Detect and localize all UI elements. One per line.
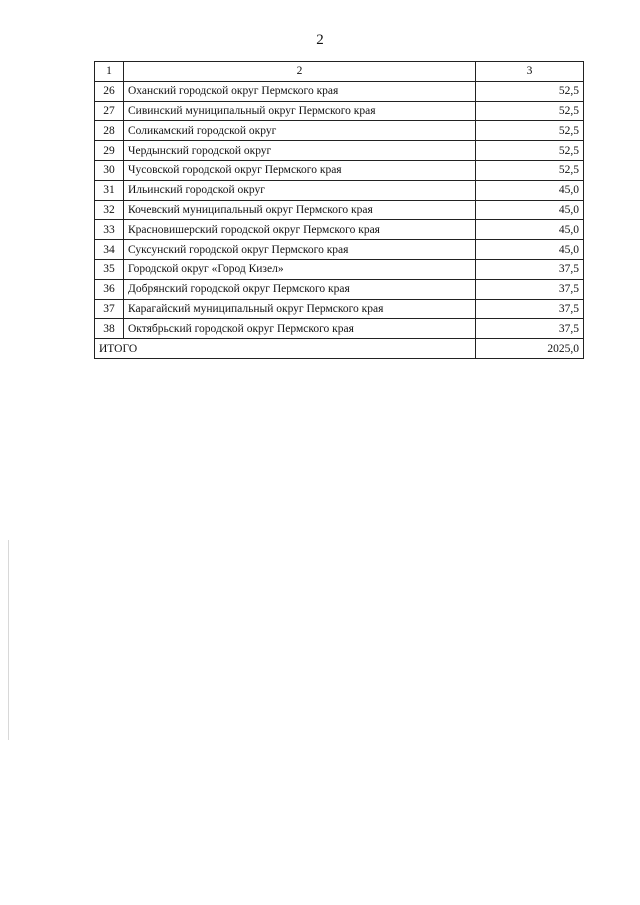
table-row xyxy=(95,160,584,180)
municipality-name-cell: Октябрьский городской округ Пермского края xyxy=(124,319,476,339)
amount-cell: 52,5 xyxy=(476,160,584,180)
table-row xyxy=(95,319,584,339)
row-number-cell: 30 xyxy=(95,160,124,180)
table-row xyxy=(95,180,584,200)
row-number-cell: 32 xyxy=(95,200,124,220)
table-row xyxy=(95,240,584,260)
amount-cell: 45,0 xyxy=(476,200,584,220)
table-row xyxy=(95,101,584,121)
scan-edge-mark xyxy=(8,540,9,740)
total-row xyxy=(95,339,584,359)
row-number-cell: 31 xyxy=(95,180,124,200)
amount-cell: 37,5 xyxy=(476,279,584,299)
table-header-row xyxy=(95,62,584,82)
municipality-name-cell: Оханский городской округ Пермского края xyxy=(124,81,476,101)
amount-cell: 52,5 xyxy=(476,101,584,121)
row-number-cell: 35 xyxy=(95,259,124,279)
municipality-name-cell: Соликамский городской округ xyxy=(124,121,476,141)
municipality-name-cell: Городской округ «Город Кизел» xyxy=(124,259,476,279)
table-row xyxy=(95,121,584,141)
amount-cell: 52,5 xyxy=(476,81,584,101)
amount-cell: 52,5 xyxy=(476,121,584,141)
row-number-cell: 27 xyxy=(95,101,124,121)
table-row xyxy=(95,200,584,220)
table-row xyxy=(95,81,584,101)
amount-cell: 37,5 xyxy=(476,299,584,319)
row-number-cell: 26 xyxy=(95,81,124,101)
municipality-name-cell: Чусовской городской округ Пермского края xyxy=(124,160,476,180)
table-body xyxy=(95,62,584,359)
column-header-value: 3 xyxy=(476,62,584,82)
table-row xyxy=(95,259,584,279)
amount-cell: 45,0 xyxy=(476,220,584,240)
municipality-name-cell: Чердынский городской округ xyxy=(124,141,476,161)
row-number-cell: 33 xyxy=(95,220,124,240)
total-label: ИТОГО xyxy=(95,339,476,359)
municipality-name-cell: Сивинский муниципальный округ Пермского края xyxy=(124,101,476,121)
municipality-name-cell: Ильинский городской округ xyxy=(124,180,476,200)
amount-cell: 37,5 xyxy=(476,259,584,279)
table-row xyxy=(95,279,584,299)
table-row xyxy=(95,141,584,161)
amount-cell: 45,0 xyxy=(476,240,584,260)
municipality-name-cell: Кочевский муниципальный округ Пермского края xyxy=(124,200,476,220)
row-number-cell: 38 xyxy=(95,319,124,339)
amount-cell: 52,5 xyxy=(476,141,584,161)
row-number-cell: 28 xyxy=(95,121,124,141)
table-row xyxy=(95,299,584,319)
amount-cell: 37,5 xyxy=(476,319,584,339)
table-row xyxy=(95,220,584,240)
municipality-name-cell: Добрянский городской округ Пермского края xyxy=(124,279,476,299)
row-number-cell: 36 xyxy=(95,279,124,299)
row-number-cell: 29 xyxy=(95,141,124,161)
column-header-number: 1 xyxy=(95,62,124,82)
row-number-cell: 34 xyxy=(95,240,124,260)
allocation-table xyxy=(94,61,584,359)
column-header-name: 2 xyxy=(124,62,476,82)
municipality-name-cell: Карагайский муниципальный округ Пермского края xyxy=(124,299,476,319)
municipality-name-cell: Суксунский городской округ Пермского края xyxy=(124,240,476,260)
total-value: 2025,0 xyxy=(476,339,584,359)
page-number: 2 xyxy=(316,32,324,48)
row-number-cell: 37 xyxy=(95,299,124,319)
municipality-name-cell: Красновишерский городской округ Пермского края xyxy=(124,220,476,240)
amount-cell: 45,0 xyxy=(476,180,584,200)
